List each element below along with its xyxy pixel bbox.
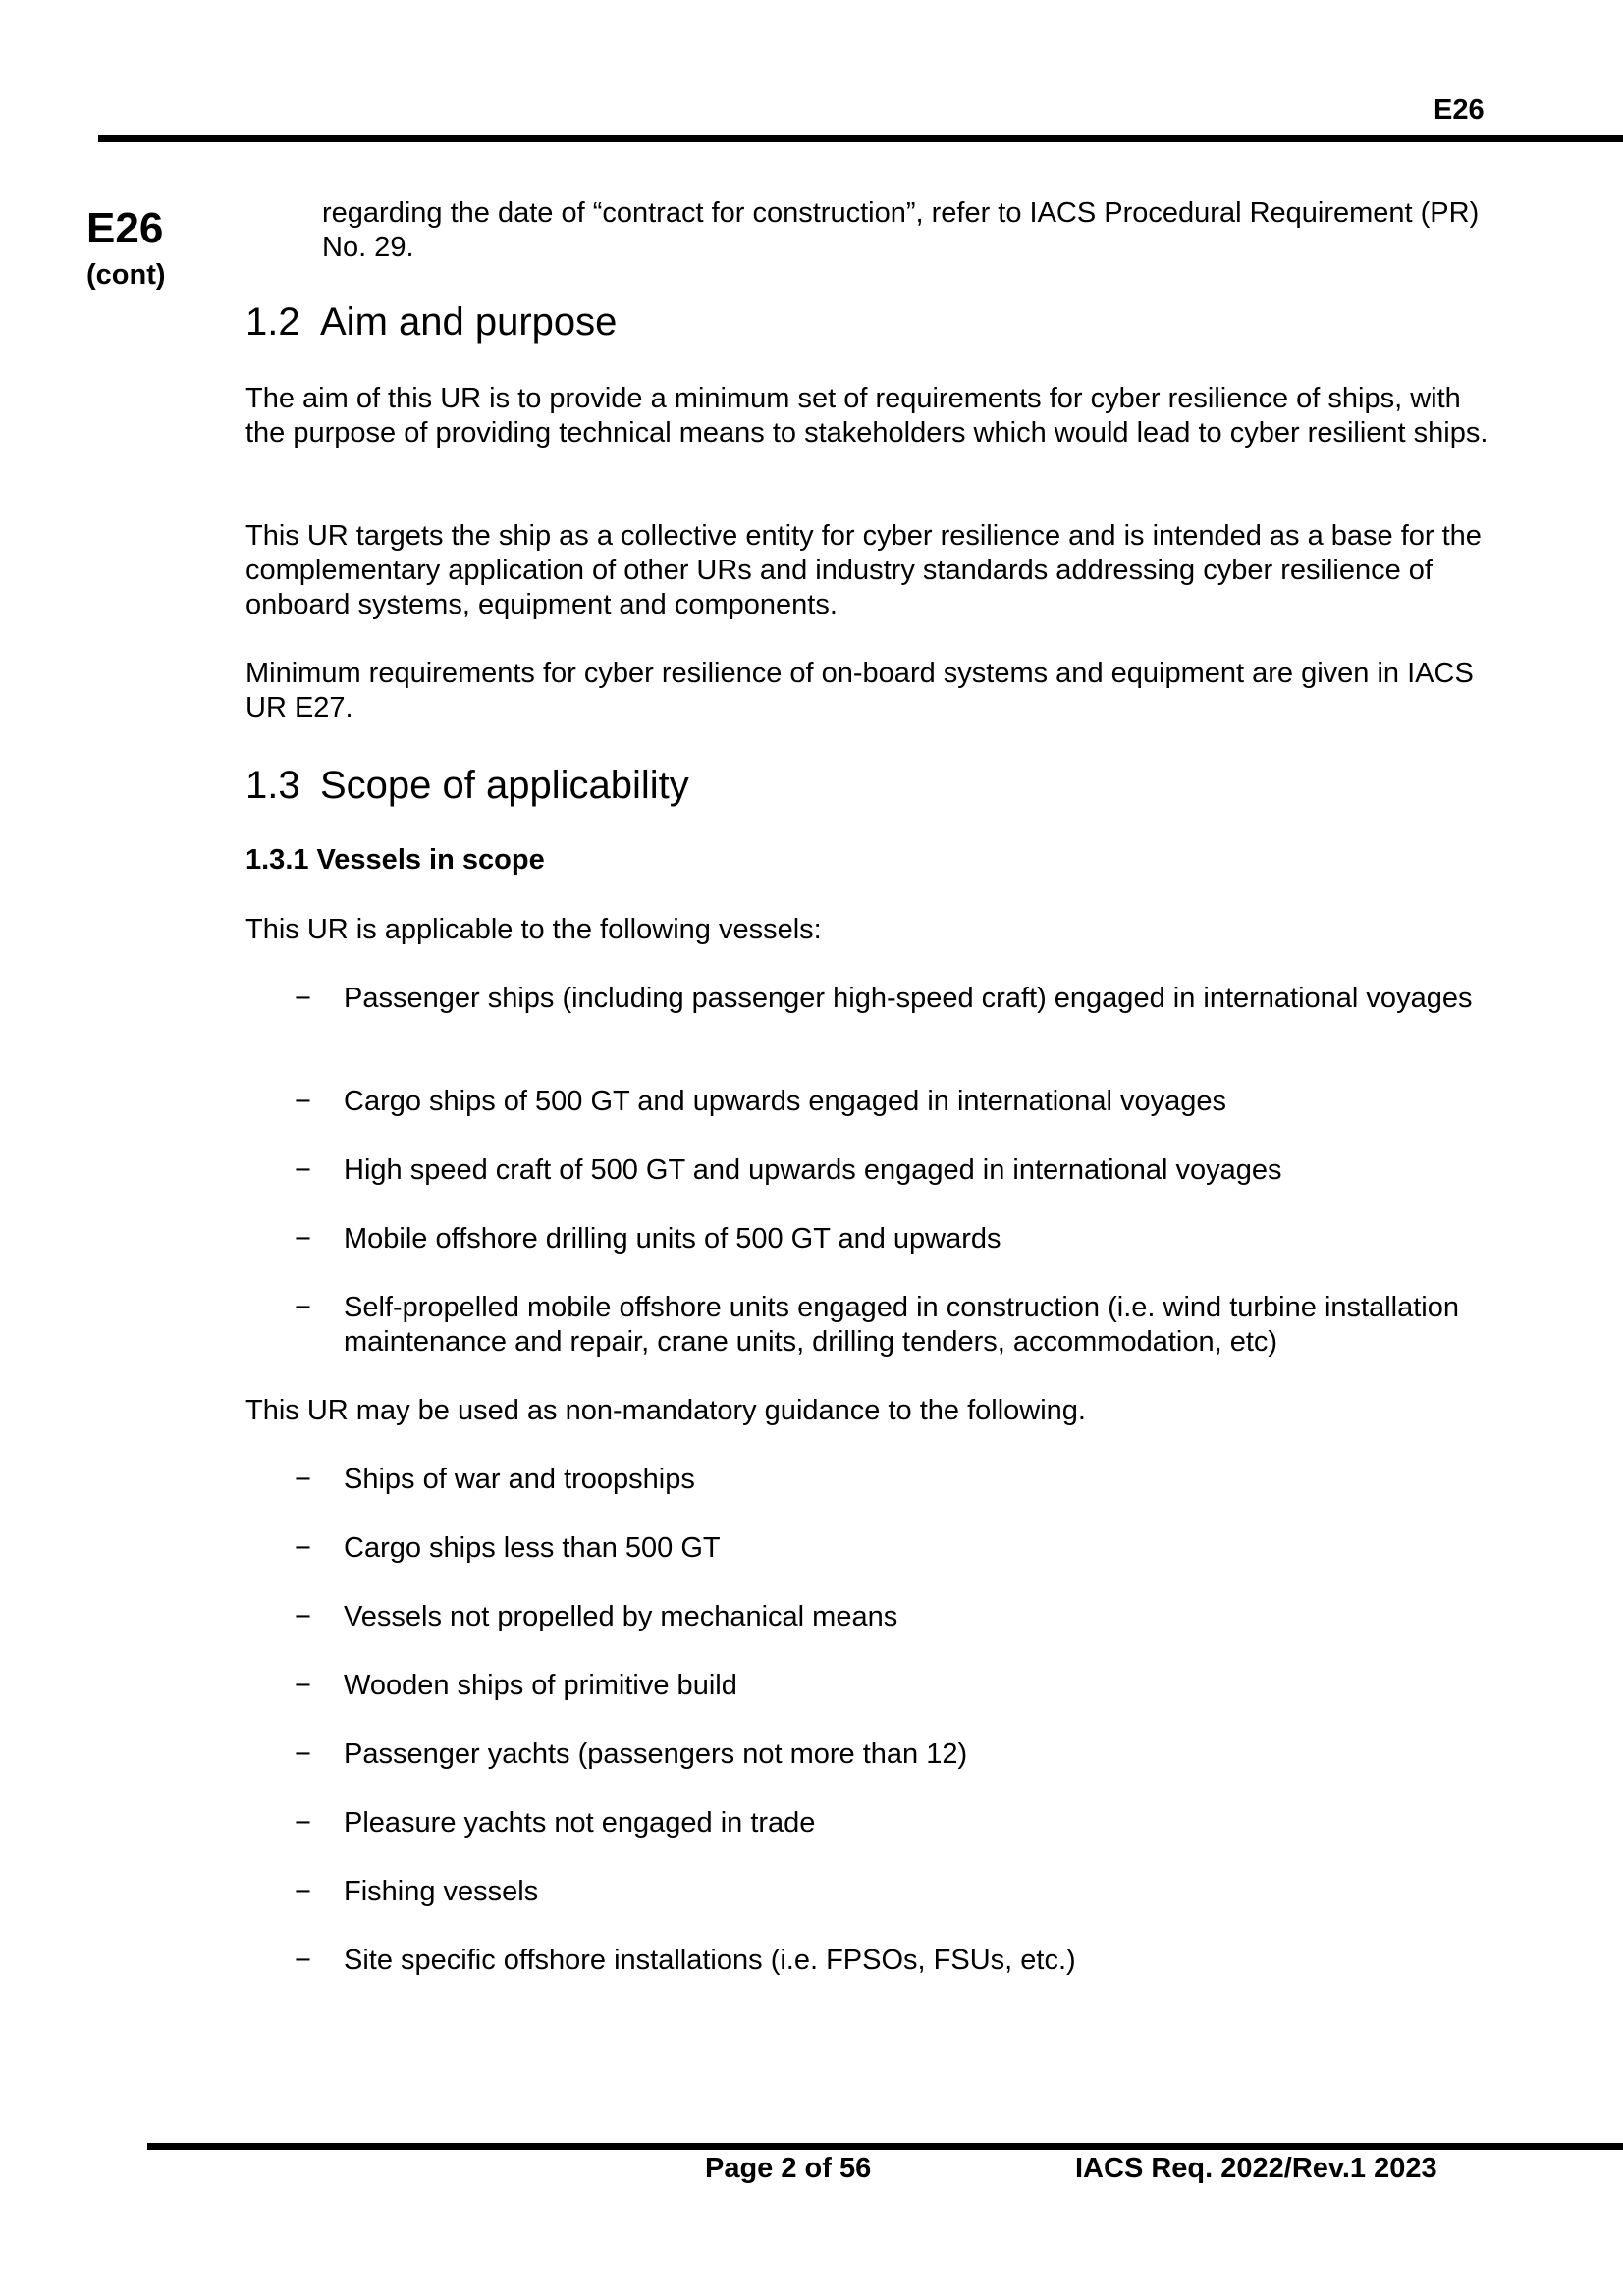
list-item-text: Cargo ships of 500 GT and upwards engaged in international voyages: [344, 1086, 1227, 1117]
bullet-dash: −: [295, 1154, 311, 1186]
list-item-text: High speed craft of 500 GT and upwards engaged in international voyages: [344, 1154, 1282, 1186]
bullet-dash: −: [295, 1532, 311, 1564]
sidebar-cont: (cont): [86, 259, 166, 291]
section-title: Scope of applicability: [320, 764, 689, 807]
paragraph: Minimum requirements for cyber resilience of on-board systems and equipment are given in IACS UR E27.: [245, 658, 1474, 723]
list-item-text: Site specific offshore installations (i.e. FPSOs, FSUs, etc.): [344, 1945, 1076, 1976]
list-item-text: Mobile offshore drilling units of 500 GT and upwards: [344, 1223, 1001, 1255]
subsection-heading: 1.3.1 Vessels in scope: [245, 844, 545, 876]
bullet-dash: −: [295, 1601, 311, 1632]
list-item-text: Fishing vessels: [344, 1876, 539, 1907]
bullet-dash: −: [295, 1738, 311, 1770]
intro-paragraph: regarding the date of “contract for construction”, refer to IACS Procedural Requirement (PR) No. 29.: [322, 197, 1480, 263]
list-item-text: Passenger yachts (passengers not more than 12): [344, 1738, 968, 1770]
bullet-dash: −: [295, 1464, 311, 1495]
section-heading-1-2: [245, 300, 617, 345]
bullet-dash: −: [295, 1086, 311, 1117]
page-number: Page 2 of 56: [705, 2153, 872, 2184]
list-item-text: Pleasure yachts not engaged in trade: [344, 1807, 816, 1839]
section-number: 1.3: [245, 764, 300, 807]
list-intro: This UR may be used as non-mandatory guidance to the following.: [245, 1395, 1086, 1426]
footer-rule: [147, 2143, 1623, 2150]
bullet-dash: −: [295, 1670, 311, 1701]
paragraph: This UR targets the ship as a collective entity for cyber resilience and is intended as a base for the complementary application of other URs and industry standards addressing cyber resilience of onboard systems, equipment and components.: [245, 520, 1482, 620]
bullet-dash: −: [295, 1945, 311, 1976]
list-item-text: Self-propelled mobile offshore units engaged in construction (i.e. wind turbine installation maintenance and repair, crane units, drilling tenders, accommodation, etc): [344, 1292, 1459, 1358]
list-item-text: Vessels not propelled by mechanical means: [344, 1601, 898, 1632]
list-item-text: Cargo ships less than 500 GT: [344, 1532, 721, 1564]
bullet-dash: −: [295, 983, 311, 1014]
section-heading-1-3: [245, 764, 689, 808]
header-code: E26: [1434, 94, 1485, 126]
list-item-text: Passenger ships (including passenger high-speed craft) engaged in international voyages: [344, 983, 1473, 1014]
section-title: Aim and purpose: [320, 300, 618, 344]
document-reference: IACS Req. 2022/Rev.1 2023: [1075, 2153, 1437, 2184]
list-item-text: Ships of war and troopships: [344, 1464, 695, 1495]
paragraph: The aim of this UR is to provide a minimum set of requirements for cyber resilience of ships, with the purpose of providing technical means to stakeholders which would lead to cyber resilient ships.: [245, 383, 1488, 449]
sidebar-code: E26: [86, 204, 164, 252]
header-rule: [98, 135, 1623, 142]
list-intro: This UR is applicable to the following vessels:: [245, 914, 822, 945]
bullet-dash: −: [295, 1292, 311, 1323]
bullet-dash: −: [295, 1223, 311, 1255]
bullet-dash: −: [295, 1807, 311, 1839]
section-number: 1.2: [245, 300, 300, 344]
bullet-dash: −: [295, 1876, 311, 1907]
list-item-text: Wooden ships of primitive build: [344, 1670, 737, 1701]
